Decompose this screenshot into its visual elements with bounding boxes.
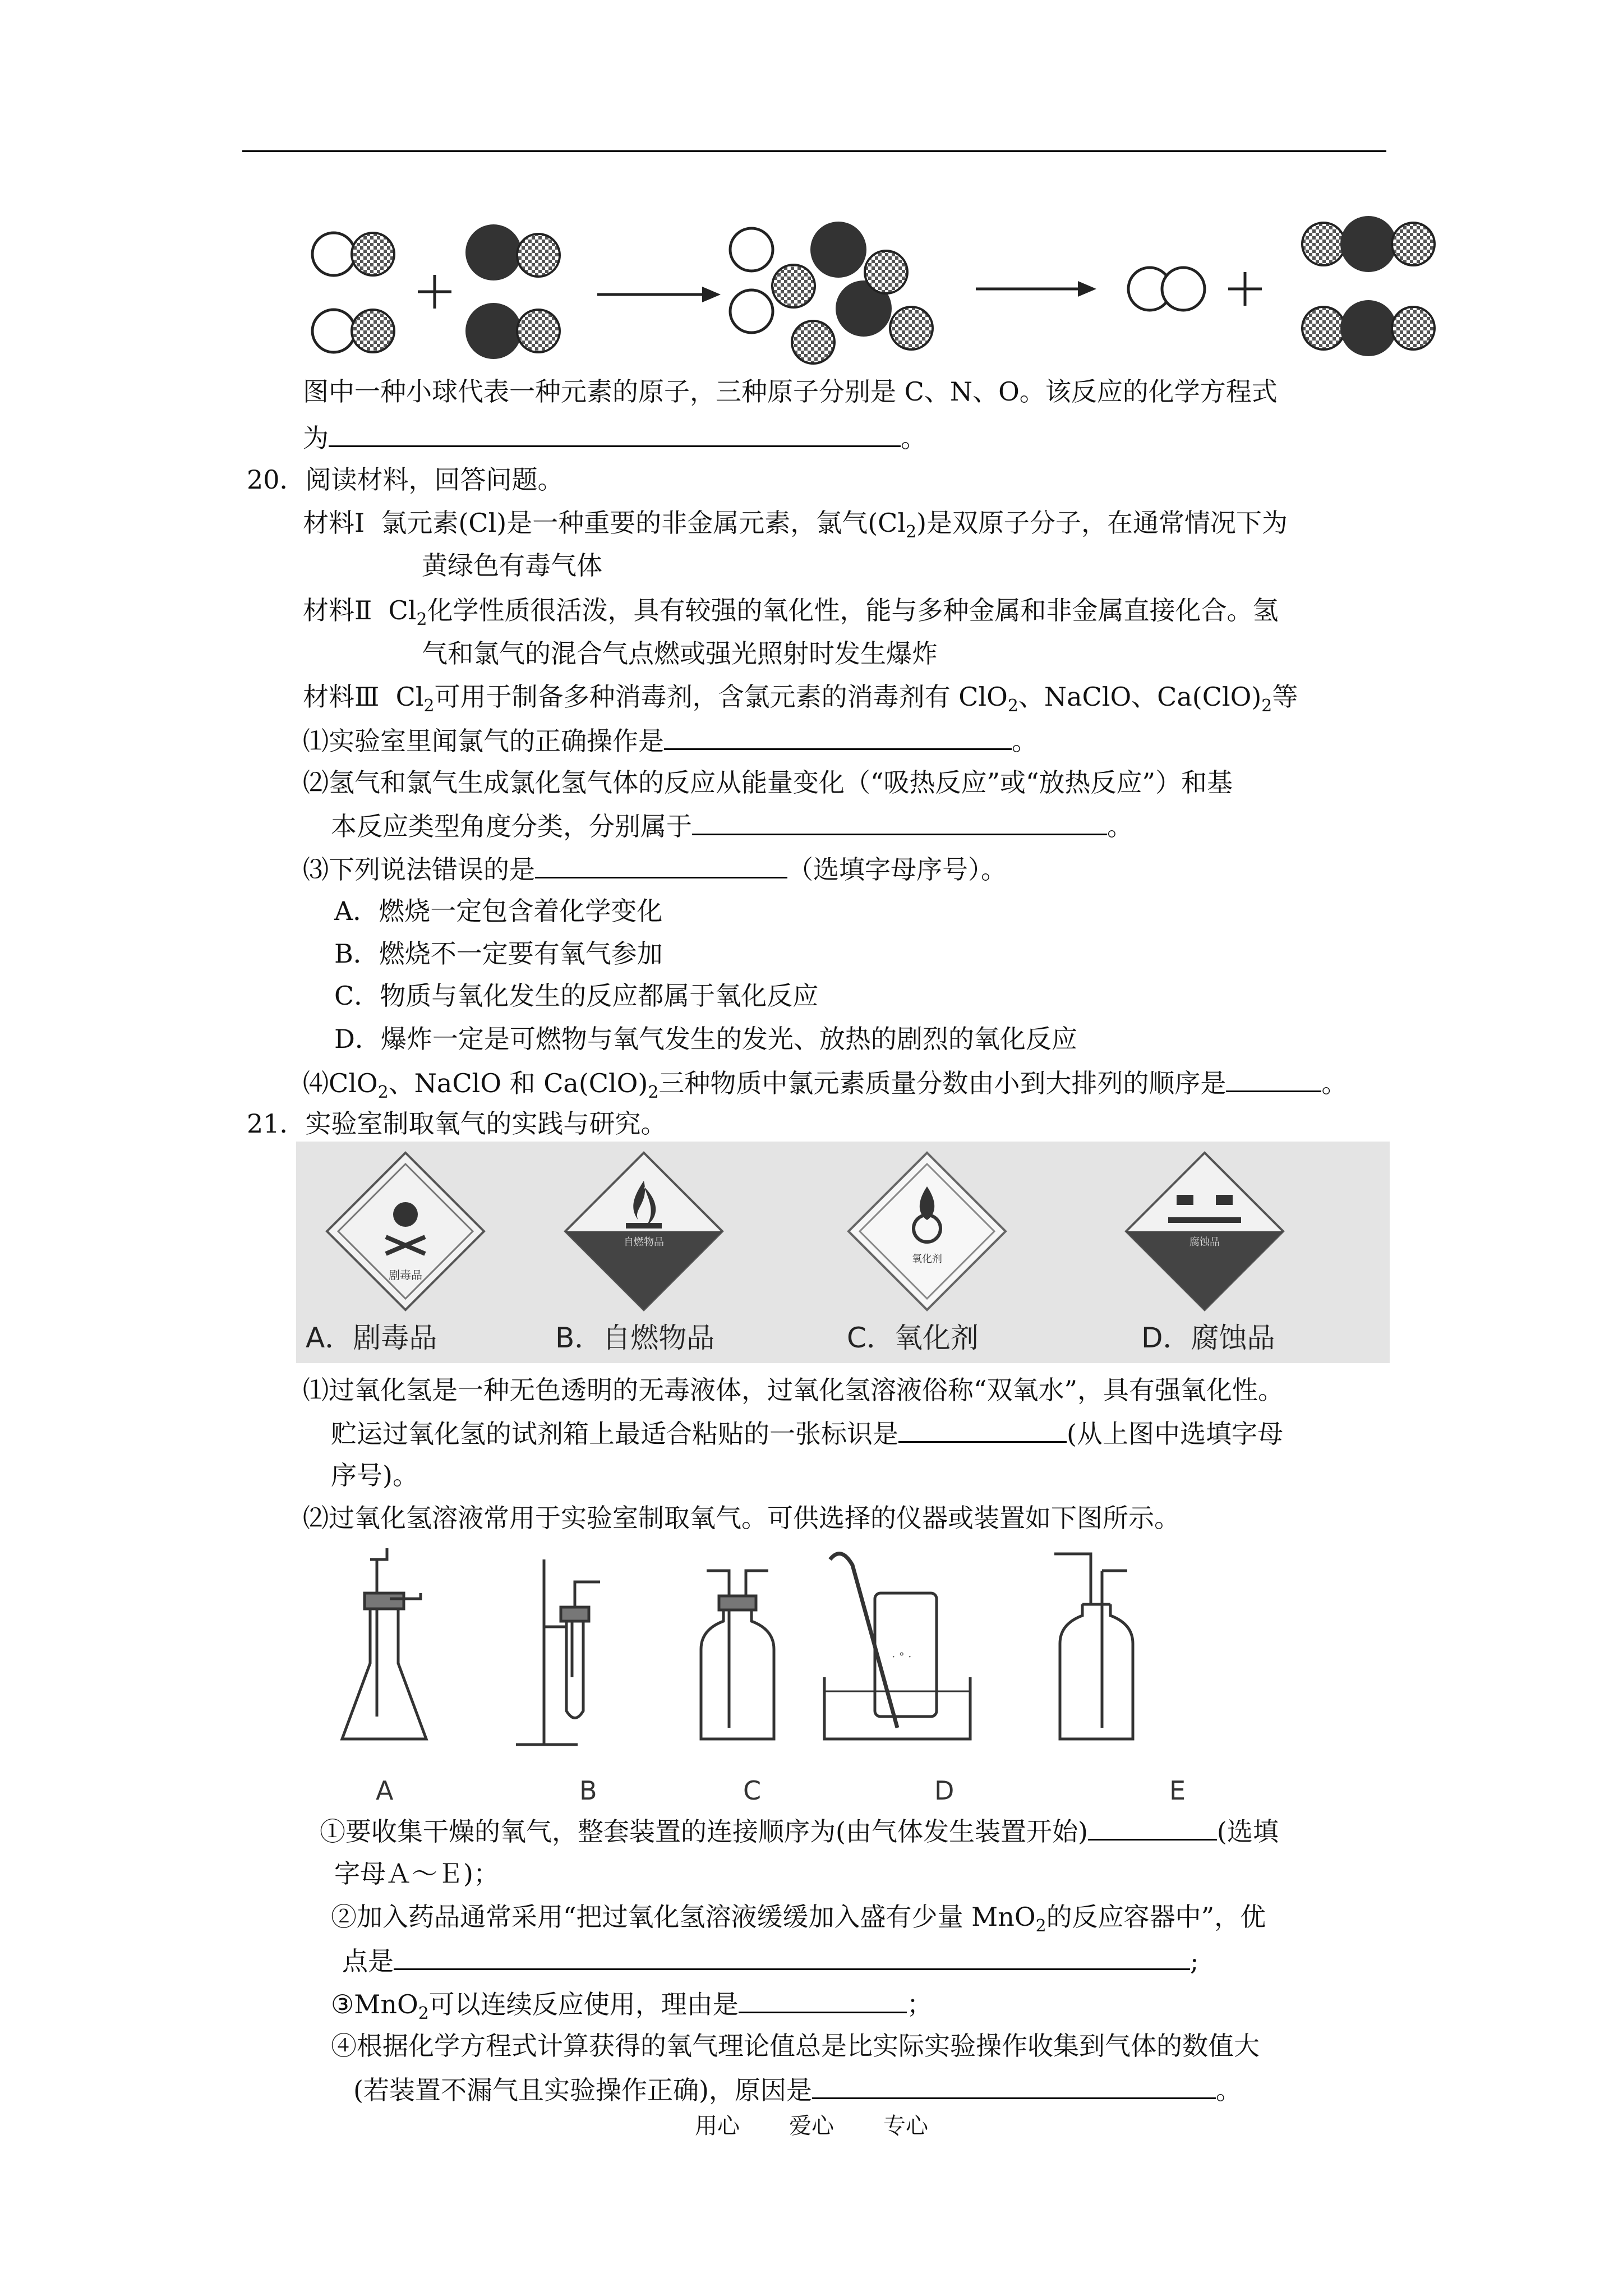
footer-text: 爱心 [789, 2113, 834, 2139]
subscript: 2 [418, 2004, 429, 2024]
q19-suffix: 。 [901, 423, 926, 453]
apparatus-e-gas-bottle [1054, 1554, 1133, 1739]
material-text: 等 [1272, 682, 1298, 712]
q19-answer-line [303, 420, 926, 455]
apparatus-label-b: B [579, 1775, 597, 1806]
q20-title: 阅读材料，回答问题。 [305, 464, 564, 495]
q21-number: 21． [247, 1108, 306, 1139]
q20-p4-blank[interactable] [1226, 1065, 1321, 1092]
sign-label-d: D．腐蚀品 [1141, 1322, 1275, 1354]
question-text: 三种物质中氯元素质量分数由小到大排列的顺序是 [658, 1068, 1227, 1098]
material-text: Cl [395, 682, 424, 712]
material-text: 氯元素(Cl)是一种重要的非金属元素，氯气(Cl [381, 508, 906, 538]
q21-step-1 [320, 1813, 1279, 1848]
subscript: 2 [648, 1083, 659, 1103]
sign-text: 自燃物品 [624, 1236, 664, 1248]
q21-part-2: ⑵过氧化氢溶液常用于实验室制取氧气。可供选择的仪器或装置如下图所示。 [303, 1503, 1180, 1533]
q20-part-2-cont [331, 808, 1133, 843]
punctuation: 。 [1012, 726, 1038, 756]
material-text: 可用于制备多种消毒剂，含氯元素的消毒剂有 ClO [434, 682, 1008, 712]
question-text: ⑶下列说法错误的是 [303, 854, 535, 885]
q20-part-1 [303, 723, 1038, 758]
plus-sign [1228, 272, 1262, 306]
question-text: ③MnO [331, 1989, 418, 2019]
question-text: 的反应容器中”，优 [1046, 1902, 1266, 1932]
material-text: Cl [388, 595, 417, 625]
q21-s2-blank[interactable] [394, 1943, 1190, 1970]
material-label: 材料Ⅲ [303, 682, 380, 712]
sign-label-a: A．剧毒品 [306, 1322, 437, 1354]
question-text: (若装置不漏气且实验操作正确)，原因是 [353, 2075, 812, 2105]
q21-s4-blank[interactable] [812, 2072, 1216, 2099]
question-text: 本反应类型角度分类，分别属于 [331, 811, 692, 841]
punctuation: 。 [1107, 811, 1133, 841]
option-c: C．物质与氧化发生的反应都属于氧化反应 [334, 981, 819, 1011]
option-b: B．燃烧不一定要有氧气参加 [334, 938, 663, 969]
question-text: (选填 [1216, 1816, 1279, 1847]
q19-text: 图中一种小球代表一种元素的原子，三种原子分别是 C、N、O。该反应的化学方程式 [303, 376, 1278, 407]
sign-label-c: C．氧化剂 [847, 1322, 979, 1354]
toxic-sign [327, 1153, 484, 1310]
q21-s1-blank[interactable] [1088, 1813, 1217, 1841]
svg-text:· ° ·: · ° · [892, 1650, 912, 1663]
intermediate-atoms [730, 222, 933, 364]
question-text: (从上图中选填字母 [1067, 1419, 1283, 1449]
reaction-arrow [976, 281, 1096, 297]
apparatus-label-a: A [376, 1775, 394, 1806]
punctuation: ； [906, 1989, 933, 2019]
material-text: 、NaClO、Ca(ClO) [1018, 682, 1262, 712]
q19-answer-blank[interactable] [329, 420, 901, 447]
q21-p1-blank[interactable] [898, 1415, 1067, 1443]
subscript: 2 [1007, 696, 1018, 716]
q20-material-2 [303, 593, 1278, 637]
apparatus-d-water-trough [824, 1554, 970, 1739]
punctuation: 。 [1321, 1068, 1348, 1098]
apparatus-c-wash-bottle [701, 1571, 774, 1739]
product-molecule [1302, 216, 1435, 272]
question-text: ⑷ClO [303, 1068, 378, 1098]
subscript: 2 [1035, 1916, 1046, 1936]
subscript: 2 [423, 696, 435, 716]
q20-part-2: ⑵氢气和氯气生成氯化氢气体的反应从能量变化（“吸热反应”或“放热反应”）和基 [303, 767, 1233, 798]
punctuation: ; [1190, 1946, 1199, 1976]
reactant-molecule [312, 233, 394, 275]
header-rule [242, 150, 1386, 152]
product-molecule [1302, 300, 1435, 356]
material-label: 材料Ⅱ [303, 595, 372, 625]
sign-text: 腐蚀品 [1189, 1236, 1220, 1248]
punctuation: 。 [1215, 2075, 1242, 2105]
q20-material-1-cont: 黄绿色有毒气体 [422, 550, 602, 581]
reaction-arrow [597, 287, 721, 302]
q20-p2-blank[interactable] [692, 808, 1107, 835]
q21-part-1-cont2: 序号)。 [331, 1460, 418, 1490]
flammable-sign [565, 1153, 722, 1310]
q21-part-1: ⑴过氧化氢是一种无色透明的无毒液体，过氧化氢溶液俗称“双氧水”，具有强氧化性。 [303, 1375, 1284, 1405]
subscript: 2 [1261, 696, 1272, 716]
q20-material-3 [303, 680, 1298, 723]
oxidizer-sign [849, 1153, 1006, 1310]
material-text: 化学性质很活泼，具有较强的氧化性，能与多种金属和非金属直接化合。氢 [427, 595, 1279, 625]
sign-label-b: B．自燃物品 [555, 1322, 715, 1354]
q21-step-4-cont [353, 2072, 1242, 2107]
q21-step-2-cont [342, 1943, 1199, 1978]
sign-text: 氧化剂 [912, 1253, 942, 1265]
q20-p3-blank[interactable] [535, 851, 787, 878]
q20-material-2-cont: 气和氯气的混合气点燃或强光照射时发生爆炸 [422, 638, 938, 669]
q21-step-1-cont: 字母Ａ～Ｅ)； [334, 1858, 499, 1889]
question-text: ②加入药品通常采用“把过氧化氢溶液缓缓加入盛有少量 MnO [331, 1902, 1036, 1932]
option-d: D．爆炸一定是可燃物与氧气发生的发光、放热的剧烈的氧化反应 [334, 1024, 1077, 1054]
question-text: ⑴实验室里闻氯气的正确操作是 [303, 726, 664, 756]
footer-text: 用心 [695, 2113, 740, 2139]
option-a: A．燃烧一定包含着化学变化 [334, 896, 663, 926]
q20-material-1 [303, 506, 1288, 549]
question-text: （选填字母序号）。 [787, 854, 1007, 885]
q21-step-4: ④根据化学方程式计算获得的氧气理论值总是比实际实验操作收集到气体的数值大 [331, 2031, 1260, 2061]
corrosive-sign [1126, 1153, 1283, 1310]
q21-s3-blank[interactable] [739, 1986, 907, 2013]
reactant-molecule [465, 224, 560, 280]
plus-sign [418, 275, 451, 309]
q20-number: 20． [247, 464, 306, 495]
sign-text: 剧毒品 [389, 1268, 422, 1282]
q20-part-4 [303, 1065, 1347, 1110]
q21-step-2 [331, 1900, 1266, 1943]
apparatus-label-c: C [743, 1775, 762, 1806]
apparatus-a-conical-flask [342, 1548, 426, 1739]
material-text: )是双原子分子，在通常情况下为 [916, 508, 1288, 538]
question-text: ①要收集干燥的氧气，整套装置的连接顺序为(由气体发生装置开始) [320, 1816, 1088, 1847]
question-text: 、NaClO 和 Ca(ClO) [388, 1068, 648, 1098]
subscript: 2 [416, 610, 427, 630]
apparatus-label-d: D [934, 1775, 955, 1806]
q20-heading [247, 463, 564, 496]
page-footer [0, 2108, 1623, 2140]
reactant-molecule [312, 310, 394, 352]
question-text: 可以连续反应使用，理由是 [428, 1989, 739, 2019]
q21-heading [247, 1107, 667, 1140]
q20-p1-blank[interactable] [664, 723, 1012, 750]
q21-title: 实验室制取氧气的实践与研究。 [305, 1108, 667, 1139]
question-text: 点是 [342, 1946, 394, 1976]
apparatus-b-test-tube [516, 1559, 600, 1745]
reaction-diagram [303, 216, 1481, 367]
product-molecule [1128, 268, 1205, 310]
subscript: 2 [906, 522, 917, 542]
material-label: 材料Ⅰ [303, 508, 365, 538]
footer-text: 专心 [883, 2113, 928, 2139]
apparatus-label-e: E [1169, 1775, 1186, 1806]
subscript: 2 [377, 1083, 389, 1103]
reactant-molecule [465, 303, 560, 359]
apparatus-diagram [336, 1548, 1234, 1767]
question-text: 贮运过氧化氢的试剂箱上最适合粘贴的一张标识是 [331, 1419, 898, 1449]
q20-part-3 [303, 851, 1007, 886]
q21-step-3 [331, 1986, 933, 2031]
q21-part-1-cont [331, 1415, 1283, 1451]
q19-prefix: 为 [303, 423, 329, 453]
